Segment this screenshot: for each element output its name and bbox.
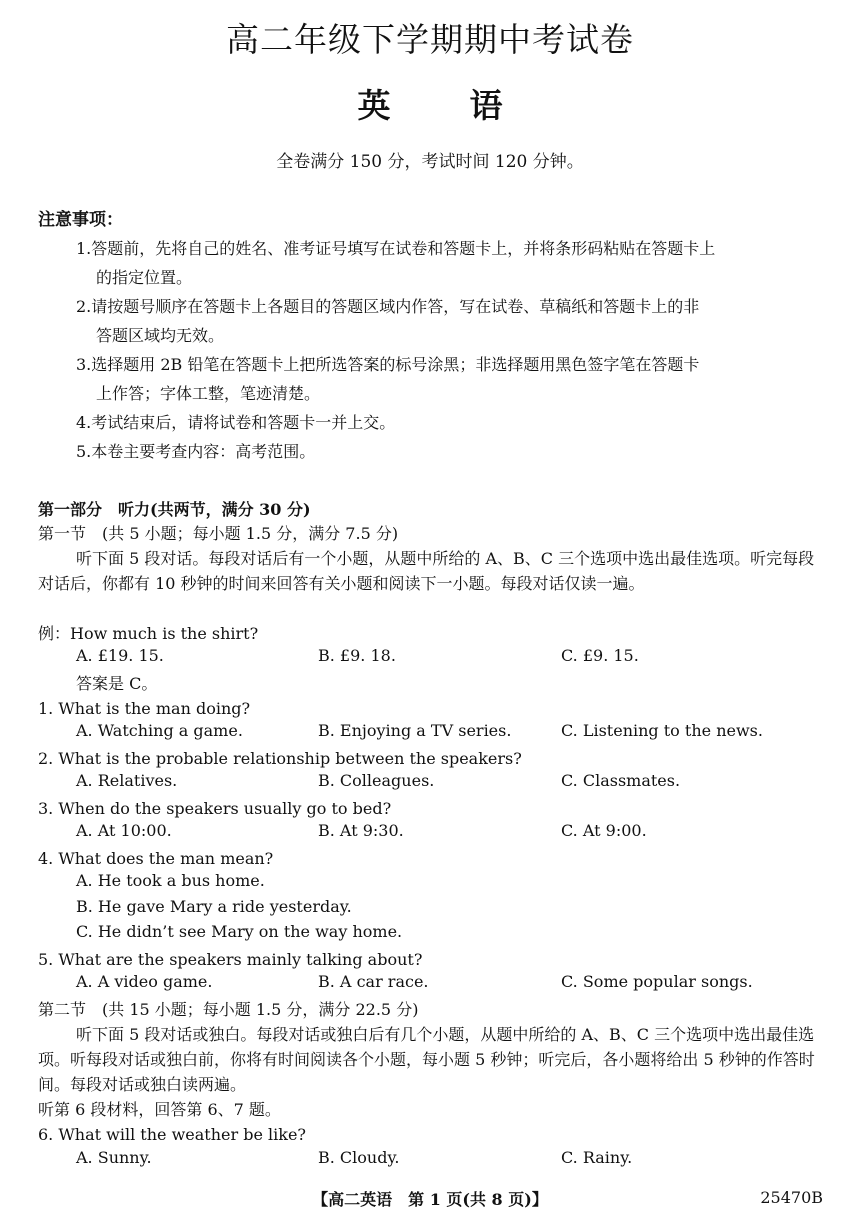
exam-title: 高二年级下学期期中考试卷 <box>226 20 634 59</box>
q1-option-b: B. Enjoying a TV series. <box>318 721 512 740</box>
q3-option-c: C. At 9:00. <box>561 821 647 840</box>
q5-option-c: C. Some popular songs. <box>561 972 753 991</box>
example-option-c: C. £9. 15. <box>561 646 639 665</box>
question-6-stem: 6. What will the weather be like? <box>38 1125 306 1144</box>
q2-option-b: B. Colleagues. <box>318 771 435 790</box>
example-option-b: B. £9. 18. <box>318 646 396 665</box>
subject-title <box>0 80 860 127</box>
q6-option-b: B. Cloudy. <box>318 1148 400 1167</box>
example-answer: 答案是 C。 <box>76 674 158 693</box>
question-3-stem: 3. When do the speakers usually go to bed? <box>38 799 392 818</box>
notice-item-3: 3.选择题用 2B 铅笔在答题卡上把所选答案的标号涂黑；非选择题用黑色签字笔在答题卡 <box>76 355 700 374</box>
section1-heading: 第一节 (共 5 小题；每小题 1.5 分，满分 7.5 分) <box>38 524 399 543</box>
q5-option-b: B. A car race. <box>318 972 429 991</box>
subject-char-2: 语 <box>469 86 503 125</box>
question-2-stem: 2. What is the probable relationship between the speakers? <box>38 749 522 768</box>
q2-option-c: C. Classmates. <box>561 771 681 790</box>
q4-option-b: B. He gave Mary a ride yesterday. <box>76 897 352 916</box>
score-line: 全卷满分 150 分，考试时间 120 分钟。 <box>276 152 584 172</box>
question-5-stem: 5. What are the speakers mainly talking about? <box>38 950 423 969</box>
notice-item-2: 2.请按题号顺序在答题卡上各题目的答题区域内作答，写在试卷、草稿纸和答题卡上的非 <box>76 297 700 316</box>
subject-char-1: 英 <box>357 86 391 125</box>
exam-code: 25470B <box>760 1188 823 1207</box>
q1-option-a: A. Watching a game. <box>76 721 243 740</box>
question-4-stem: 4. What does the man mean? <box>38 849 274 868</box>
example-option-a: A. £19. 15. <box>76 646 164 665</box>
question-1-stem: 1. What is the man doing? <box>38 699 251 718</box>
q4-option-c: C. He didn’t see Mary on the way home. <box>76 922 403 941</box>
q3-option-b: B. At 9:30. <box>318 821 404 840</box>
notice-item-1-cont: 的指定位置。 <box>96 268 193 287</box>
q2-option-a: A. Relatives. <box>76 771 178 790</box>
notice-item-2-cont: 答题区域均无效。 <box>96 326 225 345</box>
notice-item-1: 1.答题前，先将自己的姓名、准考证号填写在试卷和答题卡上，并将条形码粘贴在答题卡上 <box>76 239 716 258</box>
section2-instructions: 听下面 5 段对话或独白。每段对话或独白后有几个小题，从题中所给的 A、B、C 三个选项中选出最佳选项。听每段对话或独白前，你将有时间阅读各个小题，每小题 5 秒钟；听完后，各小题将给出 5 秒钟的作答时间。每段对话或独白读两遍。 <box>38 1025 815 1094</box>
part1-heading: 第一部分 听力(共两节，满分 30 分) <box>38 500 311 519</box>
material-note: 听第 6 段材料，回答第 6、7 题。 <box>38 1100 281 1119</box>
page-footer: 【高二英语 第 1 页(共 8 页)】 <box>312 1190 548 1209</box>
q5-option-a: A. A video game. <box>76 972 213 991</box>
example-question: 例：How much is the shirt? <box>38 624 259 643</box>
q6-option-c: C. Rainy. <box>561 1148 633 1167</box>
q4-option-a: A. He took a bus home. <box>76 871 265 890</box>
q6-option-a: A. Sunny. <box>76 1148 152 1167</box>
notice-item-4: 4.考试结束后，请将试卷和答题卡一并上交。 <box>76 413 396 432</box>
q3-option-a: A. At 10:00. <box>76 821 172 840</box>
notice-heading: 注意事项： <box>38 210 123 230</box>
section2-heading: 第二节 (共 15 小题；每小题 1.5 分，满分 22.5 分) <box>38 1000 419 1019</box>
section1-instructions: 听下面 5 段对话。每段对话后有一个小题，从题中所给的 A、B、C 三个选项中选出最佳选项。听完每段对话后，你都有 10 秒钟的时间来回答有关小题和阅读下一小题。每段对话仅读一遍。 <box>38 549 815 593</box>
notice-item-3-cont: 上作答；字体工整，笔迹清楚。 <box>96 384 321 403</box>
notice-item-5: 5.本卷主要考查内容：高考范围。 <box>76 442 316 461</box>
q1-option-c: C. Listening to the news. <box>561 721 763 740</box>
